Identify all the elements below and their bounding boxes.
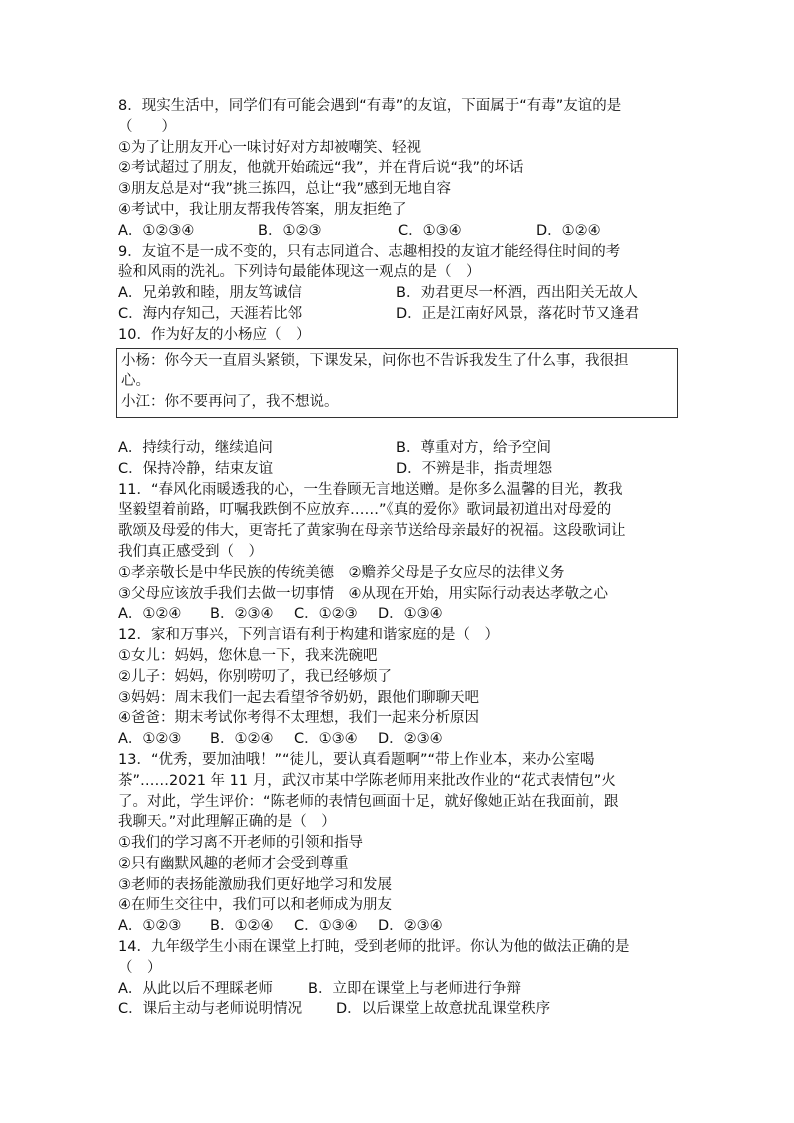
option-d: D．不辨是非，指责埋怨 [396, 460, 553, 477]
answer-options-row [118, 979, 678, 1000]
question-9 [118, 242, 678, 325]
option-b: B．①②④ [210, 731, 274, 748]
question-11-stem: 坚毅望着前路，叮嘱我跌倒不应放弃……”《真的爱你》歌词最初道出对母爱的 [118, 502, 612, 519]
dialogue-line: 小江：你不要再问了，我不想说。 [121, 394, 339, 411]
question-10-stem: 10．作为好友的小杨应（ ） [118, 326, 311, 343]
statement-item: ②只有幽默风趣的老师才会受到尊重 [118, 855, 349, 872]
answer-options [118, 604, 678, 625]
option-a: A．①②③ [118, 731, 182, 748]
question-10 [118, 325, 678, 480]
question-11 [118, 480, 678, 626]
question-8-stem: 8．现实生活中，同学们有可能会遇到“有毒”的友谊，下面属于“有毒”友谊的是 [118, 98, 622, 114]
option-d: D．以后课堂上故意扰乱课堂秩序 [336, 1001, 551, 1018]
answer-options [118, 916, 678, 937]
question-12-stem: 12．家和万事兴，下列言语有利于构建和谐家庭的是（ ） [118, 627, 499, 644]
option-d: D．②③④ [378, 918, 443, 935]
question-13 [118, 750, 678, 937]
statement-item: ④考试中，我让朋友帮我传答案，朋友拒绝了 [118, 201, 407, 218]
statement-item: ③妈妈：周末我们一起去看望爷爷奶奶，跟他们聊聊天吧 [118, 689, 479, 706]
dialogue-box [116, 348, 678, 418]
question-11-stem: 11．“春风化雨暖透我的心，一生眷顾无言地送赠。是你多么温馨的目光，教我 [118, 481, 623, 498]
question-12 [118, 625, 678, 750]
statement-item: ①女儿：妈妈，您休息一下，我来洗碗吧 [118, 647, 378, 664]
option-d: D．正是江南好风景，落花时节又逢君 [396, 305, 640, 322]
option-b: B．劝君更尽一杯酒，西出阳关无故人 [396, 285, 638, 302]
answer-bracket: （ ） [118, 118, 176, 135]
option-d: D．①②④ [536, 222, 601, 239]
question-8 [118, 96, 678, 242]
option-b: B．②③④ [210, 606, 274, 623]
option-a: A．兄弟敦和睦，朋友笃诚信 [118, 285, 302, 302]
question-14 [118, 937, 678, 1020]
answer-options [118, 729, 678, 750]
answer-options-row [118, 304, 678, 325]
option-c: C．①②③ [294, 606, 358, 623]
statement-item: ③老师的表扬能激励我们更好地学习和发展 [118, 876, 392, 893]
question-13-stem: 我聊天。”对此理解正确的是（ ） [118, 814, 336, 831]
option-b: B．立即在课堂上与老师进行争辩 [308, 980, 521, 997]
option-c: C．课后主动与老师说明情况 [118, 1001, 303, 1018]
statement-item: ①为了让朋友开心一味讨好对方却被嘲笑、轻视 [118, 139, 421, 156]
option-a: A．持续行动，继续追问 [118, 439, 273, 456]
question-11-stem: 歌颂及母爱的伟大，更寄托了黄家驹在母亲节送给母亲最好的祝福。这段歌词让 [118, 523, 626, 540]
question-9-stem: 9．友谊不是一成不变的，只有志同道合、志趣相投的友谊才能经得住时间的考 [118, 243, 621, 260]
answer-options-row [118, 999, 678, 1020]
answer-options-row [118, 438, 678, 459]
option-c: C．保持冷静，结束友谊 [118, 460, 274, 477]
option-c: C．①③④ [398, 222, 462, 239]
option-d: D．②③④ [378, 731, 443, 748]
option-b: B．尊重对方，给予空间 [396, 439, 551, 456]
question-13-stem: 13．“优秀，要加油哦！”“徒儿，要认真看题啊”“带上作业本，来办公室喝 [118, 751, 595, 768]
option-c: C．①③④ [294, 918, 358, 935]
statement-item: ④在师生交往中，我们可以和老师成为朋友 [118, 897, 392, 914]
question-14-stem: 14．九年级学生小雨在课堂上打盹，受到老师的批评。你认为他的做法正确的是 [118, 939, 630, 956]
option-a: A．从此以后不理睬老师 [118, 980, 273, 997]
statement-item: ②儿子：妈妈，你别唠叨了，我已经够烦了 [118, 668, 392, 685]
question-13-stem: 茶”……2021 年 11 月，武汉市某中学陈老师用来批改作业的“花式表情包”火 [118, 772, 616, 789]
option-b: B．①②③ [258, 222, 322, 239]
dialogue-line: 心。 [121, 373, 150, 390]
worksheet-page [118, 96, 678, 1020]
answer-options-row [118, 459, 678, 480]
statement-item: ①我们的学习离不开老师的引领和指导 [118, 835, 363, 852]
question-9-stem-continued: 验和风雨的洗礼。下列诗句最能体现这一观点的是（ ） [118, 264, 481, 281]
dialogue-line: 小杨：你今天一直眉头紧锁，下课发呆，问你也不告诉我发生了什么事，我很担 [121, 352, 629, 369]
question-13-stem: 了。对此，学生评价：“陈老师的表情包画面十足，就好像她正站在我面前，跟 [118, 793, 619, 810]
option-c: C．①③④ [294, 731, 358, 748]
spacer [118, 418, 678, 438]
option-d: D．①③④ [378, 606, 443, 623]
statement-item: ③朋友总是对“我”挑三拣四，总让“我”感到无地自容 [118, 181, 452, 198]
statement-item: ①孝亲敬长是中华民族的传统美德 ②赡养父母是子女应尽的法律义务 [118, 564, 565, 581]
option-c: C．海内存知己，天涯若比邻 [118, 305, 303, 322]
option-a: A．①②④ [118, 606, 182, 623]
statement-item: ④爸爸：期末考试你考得不太理想，我们一起来分析原因 [118, 710, 479, 727]
statement-item: ②考试超过了朋友，他就开始疏远“我”，并在背后说“我”的坏话 [118, 160, 524, 177]
answer-options [118, 221, 678, 242]
option-a: A．①②③④ [118, 222, 195, 239]
option-b: B．①②④ [210, 918, 274, 935]
option-a: A．①②③ [118, 918, 182, 935]
answer-options-row [118, 283, 678, 304]
answer-bracket: （ ） [118, 959, 162, 976]
question-11-stem: 我们真正感受到（ ） [118, 543, 263, 560]
statement-item: ③父母应该放手我们去做一切事情 ④从现在开始，用实际行动表达孝敬之心 [118, 585, 608, 602]
